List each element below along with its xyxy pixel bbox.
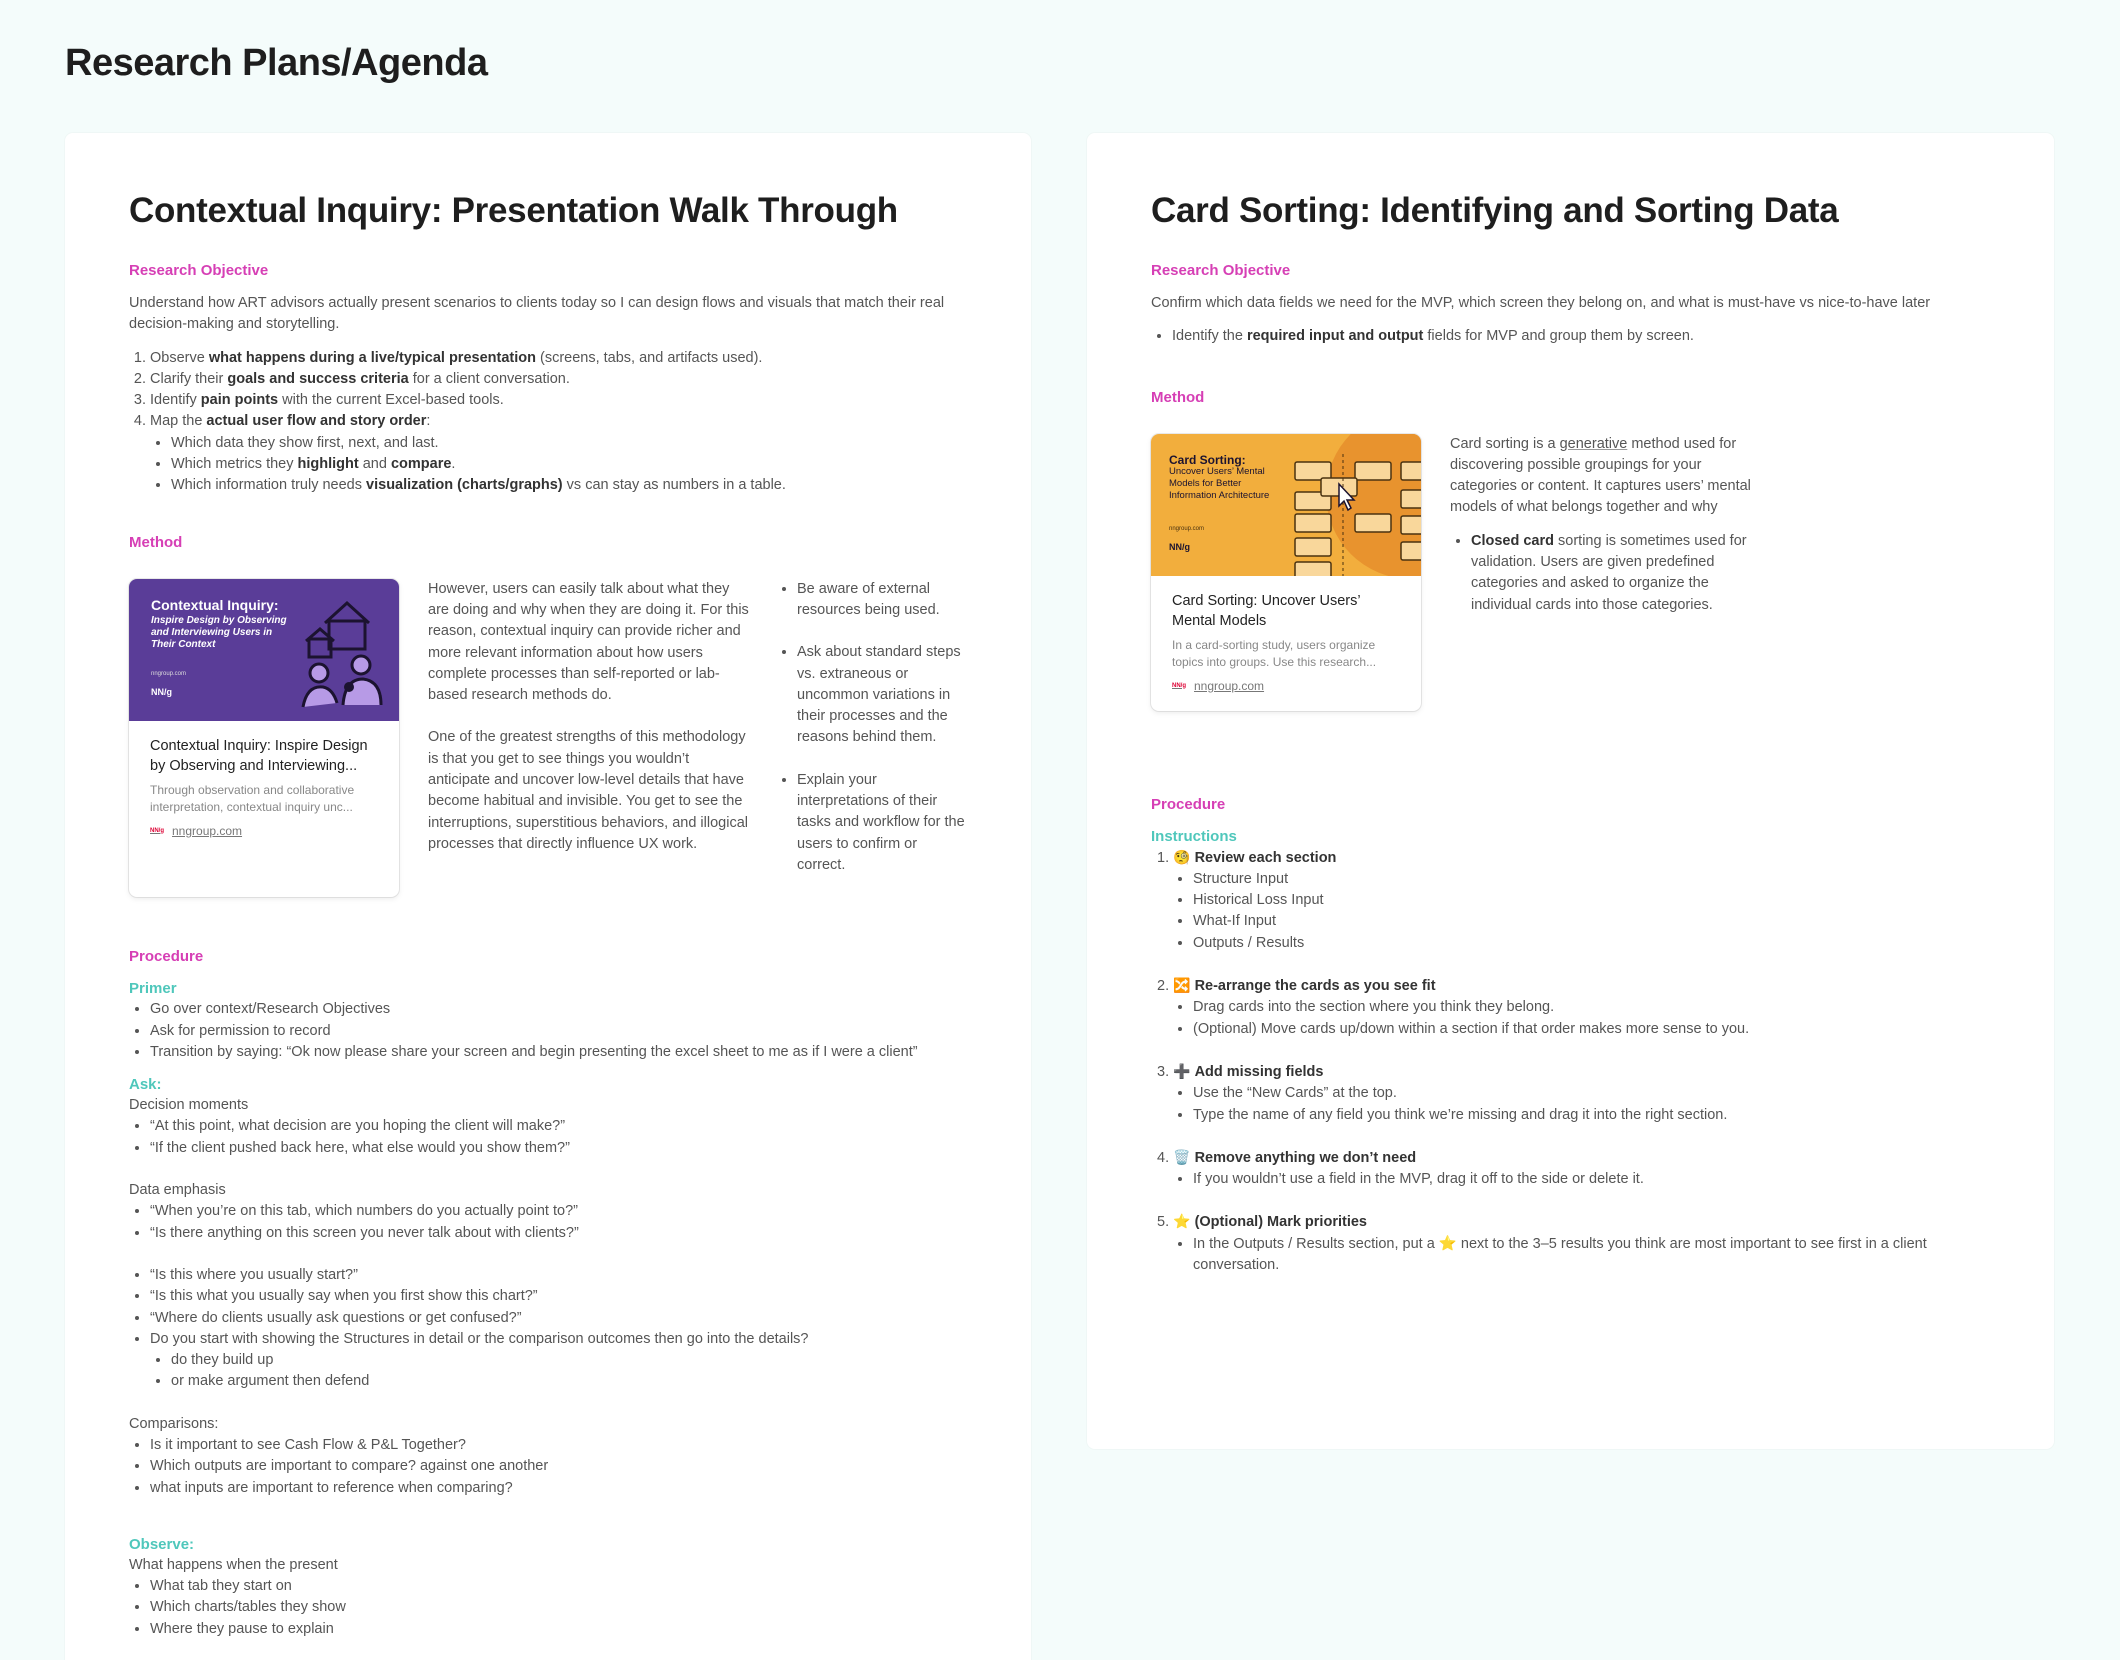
card-sort-illustration-icon bbox=[1291, 434, 1421, 576]
list-item: • “Is this what you usually say when you first show this chart?” bbox=[150, 1286, 967, 1307]
thumb-title: Contextual Inquiry: bbox=[151, 596, 279, 613]
instruction-step: 4. 🗑️ Remove anything we don’t need • If you wouldn’t use a field in the MVP, drag it off to the side or delete it. bbox=[1151, 1147, 1990, 1191]
list-item: • Identify the required input and output fields for MVP and group them by screen. bbox=[1172, 326, 1990, 347]
list-item: • (Optional) Move cards up/down within a section if that order makes more sense to you. bbox=[1193, 1019, 1990, 1040]
instruction-step: 5. ⭐ (Optional) Mark priorities • In the Outputs / Results section, put a ⭐ next to the 3–5 results you think are most important to see first in a client conversation. bbox=[1151, 1211, 1990, 1276]
list-item: • Drag cards into the section where you think they belong. bbox=[1193, 997, 1990, 1018]
list-item: • Historical Loss Input bbox=[1193, 890, 1990, 911]
thumb-subtitle: Uncover Users’ Mental Models for Better Information Architecture bbox=[1169, 465, 1270, 501]
list-item: • “Is this where you usually start?” bbox=[150, 1265, 967, 1286]
list-item: • Ask about standard steps vs. extraneous or uncommon variations in their processes and the reasons behind them. bbox=[797, 642, 967, 748]
list-item: • Explain your interpretations of their tasks and workflow for the users to confirm or correct. bbox=[797, 770, 967, 876]
instruction-steps bbox=[1151, 847, 1990, 1277]
list-item: • Transition by saying: “Ok now please share your screen and begin presenting the excel sheet to me as if I were a client” bbox=[150, 1042, 967, 1063]
step-emoji-icon: 🧐 bbox=[1173, 848, 1191, 865]
objective-text: Confirm which data fields we need for the MVP, which screen they belong on, and what is must-have vs nice-to-have later bbox=[1151, 295, 1931, 311]
instruction-step: 2. 🔀 Re-arrange the cards as you see fit • Drag cards into the section where you think they belong. • (Optional) Move cards up/down within a section if that order makes more sense to you. bbox=[1151, 975, 1990, 1040]
objectives-list bbox=[129, 348, 967, 497]
list-item: • Which outputs are important to compare? against one another bbox=[150, 1456, 967, 1477]
list-item: • Which data they show first, next, and last. bbox=[171, 433, 967, 454]
link-site[interactable] bbox=[150, 824, 378, 838]
list-item: 1. Observe what happens during a live/typical presentation (screens, tabs, and artifacts used). bbox=[150, 348, 967, 369]
page-title: Research Plans/Agenda bbox=[65, 42, 488, 84]
list-item: • What-If Input bbox=[1193, 911, 1990, 932]
method-text-column bbox=[428, 579, 751, 898]
primer-label: Primer bbox=[129, 980, 177, 998]
list-item: • “If the client pushed back here, what else would you show them?” bbox=[150, 1138, 967, 1159]
list-item: • Where they pause to explain bbox=[150, 1619, 967, 1640]
list-item: • Which charts/tables they show bbox=[150, 1597, 967, 1618]
list-item: • Ask for permission to record bbox=[150, 1021, 967, 1042]
link-description: In a card-sorting study, users organize topics into groups. Use this research... bbox=[1172, 637, 1377, 669]
link-thumbnail bbox=[1151, 434, 1421, 576]
link-preview-card[interactable] bbox=[1151, 434, 1421, 711]
nng-logo: NN/g bbox=[151, 686, 172, 697]
site-favicon-icon: NN/g bbox=[1172, 682, 1186, 689]
research-objective-label: Research Objective bbox=[129, 262, 269, 279]
list-item: 4. Map the actual user flow and story order: • Which data they show first, next, and last. • Which metrics they highlight and compare. • Which information truly needs visualization (charts/graphs) vs can stay as numbers in a table. bbox=[150, 411, 967, 496]
observe-label: Observe: bbox=[129, 1535, 195, 1553]
decision-moments-label: Decision moments bbox=[129, 1097, 249, 1114]
nng-logo: NN/g bbox=[1169, 541, 1190, 552]
interview-illustration-icon bbox=[289, 599, 389, 709]
step-emoji-icon: ⭐ bbox=[1173, 1213, 1191, 1230]
list-item: • Be aware of external resources being used. bbox=[797, 579, 967, 622]
step-emoji-icon: 🔀 bbox=[1173, 977, 1191, 994]
objective-text: Understand how ART advisors actually present scenarios to clients today so I can design flows and visuals that match their real decision-making and storytelling. bbox=[129, 295, 945, 333]
card-title: Card Sorting: Identifying and Sorting Data bbox=[1151, 191, 1839, 230]
link-site[interactable] bbox=[1172, 679, 1400, 693]
list-item: • Closed card sorting is sometimes used for validation. Users are given predefined categories and asked to organize the individual cards into those categories. bbox=[1471, 531, 1770, 616]
link-title: Contextual Inquiry: Inspire Design by Observing and Interviewing... bbox=[150, 737, 368, 774]
thumb-subtitle: Inspire Design by Observing and Interviewing Users in Their Context bbox=[151, 614, 287, 650]
method-label: Method bbox=[129, 533, 183, 551]
list-item: • What tab they start on bbox=[150, 1576, 967, 1597]
link-description: Through observation and collaborative interpretation, contextual inquiry unc... bbox=[150, 782, 355, 814]
list-item: • “When you’re on this tab, which numbers do you actually point to?” bbox=[150, 1201, 967, 1222]
observe-intro: What happens when the present bbox=[129, 1556, 338, 1573]
step-emoji-icon: ➕ bbox=[1173, 1062, 1191, 1079]
step-emoji-icon: 🗑️ bbox=[1173, 1148, 1191, 1165]
procedure-label: Procedure bbox=[129, 948, 204, 966]
list-item: • what inputs are important to reference when comparing? bbox=[150, 1478, 967, 1499]
contextual-inquiry-card bbox=[65, 133, 1031, 1660]
link-thumbnail bbox=[129, 579, 399, 721]
thumb-site: nngroup.com bbox=[151, 670, 187, 677]
method-paragraph: However, users can easily talk about what they are doing and why when they are doing it. For this reason, contextual inquiry can provide richer and more relevant information about how users complete processes than self-reported or lab-based research methods do. bbox=[428, 580, 749, 704]
list-item: • If you wouldn’t use a field in the MVP, drag it off to the side or delete it. bbox=[1193, 1169, 1990, 1190]
list-item: • do they build up bbox=[171, 1350, 967, 1371]
instruction-step: 1. 🧐 Review each section • Structure Input • Historical Loss Input • What-If Input • Outputs / Results bbox=[1151, 847, 1990, 954]
list-item: • “Where do clients usually ask questions or get confused?” bbox=[150, 1308, 967, 1329]
list-item: • Is it important to see Cash Flow & P&L Together? bbox=[150, 1435, 967, 1456]
list-item: 2. Clarify their goals and success criteria for a client conversation. bbox=[150, 369, 967, 390]
list-item: • Which metrics they highlight and compare. bbox=[171, 454, 967, 475]
link-title: Card Sorting: Uncover Users’ Mental Models bbox=[1172, 592, 1361, 629]
site-url: nngroup.com bbox=[172, 823, 243, 838]
card-title: Contextual Inquiry: Presentation Walk Through bbox=[129, 191, 898, 230]
comparisons-label: Comparisons: bbox=[129, 1415, 219, 1432]
procedure-label: Procedure bbox=[1151, 795, 1226, 813]
generative-link[interactable]: generative bbox=[1559, 435, 1628, 452]
list-item: • “Is there anything on this screen you never talk about with clients?” bbox=[150, 1223, 967, 1244]
list-item: • Do you start with showing the Structures in detail or the comparison outcomes then go into the details? • do they build up • or make argument then defend bbox=[150, 1329, 967, 1393]
instruction-step: 3. ➕ Add missing fields • Use the “New Cards” at the top. • Type the name of any field you think we’re missing and drag it into the right section. bbox=[1151, 1061, 1990, 1126]
ask-label: Ask: bbox=[129, 1076, 162, 1094]
thumb-site: nngroup.com bbox=[1169, 525, 1205, 532]
method-paragraph: Card sorting is a generative method used for discovering possible groupings for your categories or content. It captures users’ mental models of what belongs together and why bbox=[1450, 435, 1751, 516]
list-item: • Structure Input bbox=[1193, 869, 1990, 890]
link-preview-card[interactable] bbox=[129, 579, 399, 898]
list-item: 3. Identify pain points with the current Excel-based tools. bbox=[150, 390, 967, 411]
list-item: • In the Outputs / Results section, put a ⭐ next to the 3–5 results you think are most important to see first in a client conversation. bbox=[1193, 1234, 1941, 1277]
data-emphasis-label: Data emphasis bbox=[129, 1182, 226, 1199]
card-sorting-card bbox=[1087, 133, 2054, 1449]
list-item: • “At this point, what decision are you hoping the client will make?” bbox=[150, 1116, 967, 1137]
method-text-column bbox=[1450, 434, 1770, 711]
list-item: • Type the name of any field you think we’re missing and drag it into the right section. bbox=[1193, 1105, 1990, 1126]
site-favicon-icon: NN/g bbox=[150, 827, 164, 834]
list-item: • Which information truly needs visualization (charts/graphs) vs can stay as numbers in a table. bbox=[171, 475, 967, 496]
method-label: Method bbox=[1151, 388, 1205, 406]
list-item: • Use the “New Cards” at the top. bbox=[1193, 1083, 1990, 1104]
thumb-title: Card Sorting: bbox=[1169, 452, 1246, 467]
instructions-label: Instructions bbox=[1151, 827, 1237, 845]
list-item: • Outputs / Results bbox=[1193, 933, 1990, 954]
list-item: • Go over context/Research Objectives bbox=[150, 999, 967, 1020]
list-item: • or make argument then defend bbox=[171, 1371, 967, 1392]
method-paragraph: One of the greatest strengths of this methodology is that you get to see things you wouldn’t anticipate and uncover low-level details that have become habitual and invisible. You get to see the interruptions, superstitious behaviors, and illogical processes that directly influence UX work. bbox=[428, 729, 748, 852]
method-bullets-column bbox=[781, 579, 967, 898]
site-url: nngroup.com bbox=[1194, 678, 1265, 693]
research-objective-label: Research Objective bbox=[1151, 262, 1291, 279]
